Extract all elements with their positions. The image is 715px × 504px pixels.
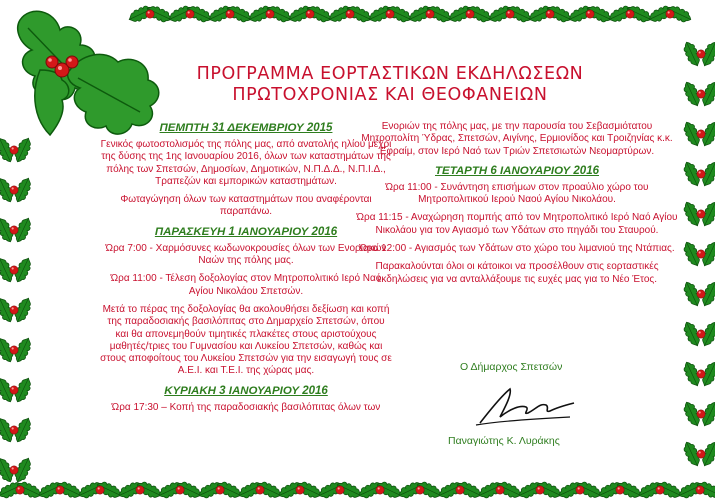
holly-berry-icon	[626, 10, 634, 18]
holly-berry-icon	[697, 410, 705, 418]
holly-berry-icon	[10, 266, 18, 274]
holly-berry-icon	[136, 486, 144, 494]
holly-berry-icon	[376, 486, 384, 494]
holly-berry-icon	[697, 90, 705, 98]
holly-berry-icon	[586, 10, 594, 18]
mayor-signature	[470, 383, 580, 431]
holly-berry-icon	[426, 10, 434, 18]
closing-paragraph: Παρακαλούνται όλοι οι κάτοικοι να προσέλθουν στις εορταστικές εκδηλώσεις για να ανταλλάξουμε τις ευχές μας για το Νέο Έτος.	[375, 261, 659, 285]
holly-berry-icon	[296, 486, 304, 494]
holly-berry-icon	[696, 486, 704, 494]
day-heading-friday: ΠΑΡΑΣΚΕΥΗ 1 ΙΑΝΟΥΑΡΙΟΥ 2016	[154, 225, 338, 238]
holly-berry-icon	[96, 486, 104, 494]
holly-berry-icon	[10, 346, 18, 354]
vasilopita-paragraph: Ώρα 17:30 – Κοπή της παραδοσιακής βασιλόπιτας όλων των	[111, 401, 381, 413]
holly-berry-icon	[697, 450, 705, 458]
bells-paragraph: Ώρα 7:00 - Χαρμόσυνες κωδωνοκρουσίες όλων των Ενοριακών Ναών της πόλης μας.	[105, 242, 387, 267]
holly-berry-icon	[10, 306, 18, 314]
mayor-title: Ο Δήμαρχος Σπετσών	[460, 361, 563, 373]
mayor-name: Παναγιώτης Κ. Λυράκης	[448, 435, 560, 447]
page-title-line2: ΠΡΩΤΟΧΡΟΝΙΑΣ ΚΑΙ ΘΕΟΦΑΝΕΙΩΝ	[232, 85, 548, 105]
holly-berry-icon	[697, 330, 705, 338]
holly-berry-icon	[697, 250, 705, 258]
holly-berry-icon	[226, 10, 234, 18]
holly-berry-icon	[697, 170, 705, 178]
holly-berry-icon	[186, 10, 194, 18]
holly-berry-icon	[697, 210, 705, 218]
holly-berry-icon	[16, 486, 24, 494]
holly-berry-icon	[346, 10, 354, 18]
holly-berry-icon	[456, 486, 464, 494]
day-heading-sunday: ΚΥΡΙΑΚΗ 3 ΙΑΝΟΥΑΡΙΟΥ 2016	[164, 384, 328, 397]
holly-berry-icon	[536, 486, 544, 494]
holly-berry-icon	[10, 226, 18, 234]
blessing-paragraph: Ώρα 12:00 - Αγιασμός των Υδάτων στο χώρο του λιμανιού της Ντάπιας.	[359, 243, 675, 255]
holly-berry-icon	[576, 486, 584, 494]
holly-berry-icon	[386, 10, 394, 18]
holly-berry-icon	[146, 10, 154, 18]
reception-paragraph: Μετά το πέρας της δοξολογίας θα ακολουθήσει δεξίωση και κοπή της παραδοσιακής βασιλόπιτας στο Δημαρχείο Σπετσών, όπου και θα απονεμηθούν τιμητικές πλακέτες στους αριστούχους μαθητές/τριες του Γυμνασίου και Λυκείου Σπετσών, καθώς και στους αποφοίτους του Λυκείου Σπετσών για την εισαγωγή τους σε Α.Ε.Ι. και Τ.Ε.Ι. της χώρας μας.	[100, 303, 392, 377]
illumination-paragraph: Φωταγώγηση όλων των καταστημάτων που αναφέρονται παραπάνω.	[120, 194, 372, 218]
holly-berry-icon	[697, 130, 705, 138]
page-title-line1: ΠΡΟΓΡΑΜΜΑ ΕΟΡΤΑΣΤΙΚΩΝ ΕΚΔΗΛΩΣΕΩΝ	[196, 64, 584, 84]
holly-berry-icon	[466, 10, 474, 18]
holly-berry-icon	[416, 486, 424, 494]
holly-berry-icon	[56, 486, 64, 494]
holly-berry-icon	[216, 486, 224, 494]
holly-berry-icon	[176, 486, 184, 494]
procession-paragraph: Ώρα 11:15 - Αναχώρηση πομπής από τον Μητροπολιτικό Ιερό Ναό Αγίου Νικολάου για τον Αγιασμό των Υδάτων στο πηγάδι του Σταυρού.	[356, 212, 678, 236]
vasilopita-continued-paragraph: Ενοριών της πόλης μας, με την παρουσία του Σεβασμιότατου Μητροπολίτη Ύδρας, Σπετσών, Αιγίνης, Ερμιονίδος και Τροιζηνίας κ.κ. Εφραίμ, στον Ιερό Ναό των Τριών Σπετσιωτών Νεομαρτύρων.	[361, 121, 673, 157]
holly-berry-icon	[546, 10, 554, 18]
holly-berry-icon	[697, 50, 705, 58]
lighting-paragraph: Γενικός φωτοστολισμός της πόλης μας, από ανατολής ηλίου μέχρι της δύσης της 1ης Ιανουαρίου 2016, όλων των καταστημάτων της πόλης των Σπετσών, Δημοσίων, Δημοτικών, Ν.Π.Δ.Δ., Ν.Π.Ι.Δ., Τραπεζών και εμπορικών καταστημάτων.	[100, 139, 392, 187]
holly-berry-icon	[697, 370, 705, 378]
right-column	[356, 121, 678, 292]
officials-meeting-paragraph: Ώρα 11:00 - Συνάντηση επισήμων στον προαύλιο χώρο του Μητροπολιτικού Ιερού Ναού Αγίου Νικολάου.	[385, 181, 649, 206]
holly-berry-icon	[336, 486, 344, 494]
left-column	[100, 121, 392, 420]
holly-berry-icon	[616, 486, 624, 494]
holly-berry-icon	[10, 146, 18, 154]
holly-berry-icon	[697, 290, 705, 298]
holly-berry-icon	[266, 10, 274, 18]
doxology-paragraph: Ώρα 11:00 - Τέλεση δοξολογίας στον Μητροπολιτικό Ιερό Ναό Αγίου Νικολάου Σπετσών.	[110, 273, 382, 297]
day-heading-wednesday: ΤΕΤΑΡΤΗ 6 ΙΑΝΟΥΑΡΙΟΥ 2016	[435, 164, 599, 177]
holly-berry-icon	[506, 10, 514, 18]
holly-berry-icon	[10, 386, 18, 394]
holly-berry-icon	[306, 10, 314, 18]
holly-berry-icon	[656, 486, 664, 494]
holly-berry-icon	[256, 486, 264, 494]
holly-berry-icon	[10, 466, 18, 474]
holly-berry-icon	[666, 10, 674, 18]
holly-berry-icon	[10, 186, 18, 194]
holly-berry-icon	[10, 426, 18, 434]
day-heading-thursday: ΠΕΜΠΤΗ 31 ΔΕΚΕΜΒΡΙΟΥ 2015	[159, 122, 333, 134]
holly-berry-icon	[496, 486, 504, 494]
